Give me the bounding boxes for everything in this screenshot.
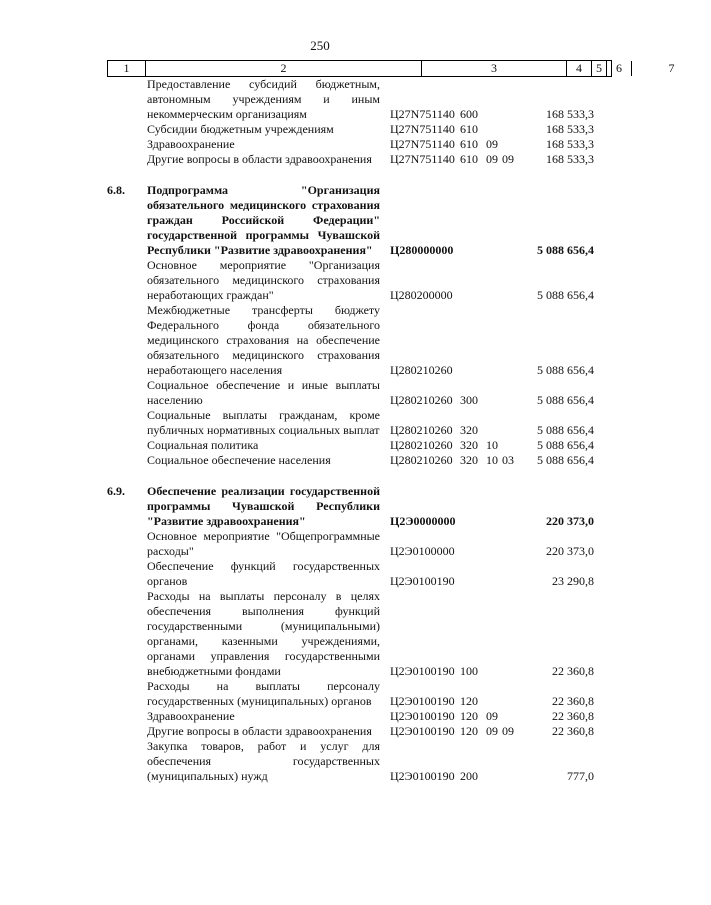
row-expense-type: 610: [460, 152, 478, 166]
table-row: [0, 137, 640, 152]
row-amount: 220 373,0: [546, 544, 594, 558]
row-section: 09: [486, 137, 498, 151]
table-row: [0, 152, 640, 167]
table-row: [0, 258, 640, 303]
row-amount: 22 360,8: [552, 694, 594, 708]
row-amount: 777,0: [567, 769, 594, 783]
row-name: Социальное обеспечение и иные выплаты населению: [147, 378, 380, 407]
row-amount: 5 088 656,4: [537, 243, 594, 257]
table-row: [0, 122, 640, 137]
row-amount: 168 533,3: [546, 137, 594, 151]
row-section: 09: [486, 724, 498, 738]
row-target-code: Ц280210260: [390, 423, 453, 437]
row-name: Расходы на выплаты персоналу в целях обеспечения выполнения функций государственными (муниципальными) органами, казенными учреждениями, органами управления государственными внебюджетными фондами: [147, 589, 380, 678]
row-amount: 23 290,8: [552, 574, 594, 588]
header-col-2: 2: [146, 61, 422, 76]
row-amount: 22 360,8: [552, 664, 594, 678]
row-expense-type: 120: [460, 724, 478, 738]
row-amount: 168 533,3: [546, 107, 594, 121]
row-amount: 22 360,8: [552, 709, 594, 723]
row-name: Закупка товаров, работ и услуг для обеспечения государственных (муниципальных) нужд: [147, 739, 380, 783]
header-col-3: 3: [422, 61, 567, 76]
row-target-code: Ц2Э0100190: [390, 574, 455, 588]
row-amount: 22 360,8: [552, 724, 594, 738]
page-number: 250: [310, 38, 330, 53]
row-target-code: Ц2Э0100190: [390, 769, 455, 783]
row-name: Субсидии бюджетным учреждениям: [147, 122, 334, 136]
table-row: [0, 739, 640, 784]
row-spacer: [0, 468, 640, 484]
table-row: [0, 724, 640, 739]
row-expense-type: 200: [460, 769, 478, 783]
row-section: 09: [486, 709, 498, 723]
table-row: [0, 453, 640, 468]
row-target-code: Ц280210260: [390, 363, 453, 377]
row-name: Здравоохранение: [147, 137, 235, 151]
row-expense-type: 100: [460, 664, 478, 678]
row-expense-type: 300: [460, 393, 478, 407]
row-amount: 220 373,0: [546, 514, 594, 528]
row-amount: 5 088 656,4: [537, 363, 594, 377]
row-name: Социальная политика: [147, 438, 259, 452]
table-row: [0, 408, 640, 438]
row-name: Социальные выплаты гражданам, кроме публичных нормативных социальных выплат: [147, 408, 380, 437]
table-row: [0, 484, 640, 529]
row-name: Здравоохранение: [147, 709, 235, 723]
header-col-1: 1: [108, 61, 146, 76]
row-spacer: [0, 167, 640, 183]
row-name: Основное мероприятие "Общепрограммные расходы": [147, 529, 380, 558]
table-row: [0, 77, 640, 122]
row-name: Социальное обеспечение населения: [147, 453, 331, 467]
row-target-code: Ц27N751140: [390, 152, 455, 166]
row-section: 09: [486, 152, 498, 166]
row-target-code: Ц280200000: [390, 288, 453, 302]
table-row: [0, 559, 640, 589]
row-name: Предоставление субсидий бюджетным, автономным учреждениям и иным некоммерческим организациям: [147, 77, 380, 121]
row-amount: 168 533,3: [546, 152, 594, 166]
table-row: [0, 709, 640, 724]
row-target-code: Ц27N751140: [390, 122, 455, 136]
table-row: [0, 589, 640, 679]
row-target-code: Ц2Э0100190: [390, 664, 455, 678]
header-col-7: 7: [668, 61, 675, 75]
table-row: [0, 679, 640, 709]
row-expense-type: 120: [460, 694, 478, 708]
row-amount: 5 088 656,4: [537, 438, 594, 452]
table-row: [0, 378, 640, 408]
row-expense-type: 320: [460, 438, 478, 452]
row-target-code: Ц2Э0100000: [390, 544, 455, 558]
row-target-code: Ц2Э0100190: [390, 694, 455, 708]
table-row: [0, 529, 640, 559]
row-amount: 5 088 656,4: [537, 423, 594, 437]
row-target-code: Ц27N751140: [390, 107, 455, 121]
row-target-code: Ц280210260: [390, 393, 453, 407]
row-expense-type: 600: [460, 107, 478, 121]
header-col-6: 6: [607, 61, 632, 76]
table-row: [0, 303, 640, 378]
row-section: 10: [486, 453, 498, 467]
row-target-code: Ц280210260: [390, 453, 453, 467]
row-name: Обеспечение функций государственных органов: [147, 559, 380, 588]
row-name: Другие вопросы в области здравоохранения: [147, 152, 372, 166]
row-target-code: Ц27N751140: [390, 137, 455, 151]
row-target-code: Ц2Э0000000: [390, 514, 456, 528]
row-expense-type: 610: [460, 137, 478, 151]
row-amount: 5 088 656,4: [537, 288, 594, 302]
table-header: [107, 60, 675, 77]
row-expense-type: 120: [460, 709, 478, 723]
table-row: [0, 183, 640, 258]
row-amount: 5 088 656,4: [537, 393, 594, 407]
row-name: Другие вопросы в области здравоохранения: [147, 724, 372, 738]
row-amount: 168 533,3: [546, 122, 594, 136]
table-row: [0, 438, 640, 453]
row-name: Расходы на выплаты персоналу государственных (муниципальных) органов: [147, 679, 380, 708]
row-number: 6.9.: [107, 484, 125, 498]
row-expense-type: 610: [460, 122, 478, 136]
row-target-code: Ц280210260: [390, 438, 453, 452]
row-name: Межбюджетные трансферты бюджету Федерального фонда обязательного медицинского страхования на обеспечение обязательного медицинского страхования неработающего населения: [147, 303, 380, 377]
row-expense-type: 320: [460, 423, 478, 437]
header-col-5: 5: [592, 61, 607, 76]
row-section: 10: [486, 438, 498, 452]
row-target-code: Ц2Э0100190: [390, 709, 455, 723]
row-amount: 5 088 656,4: [537, 453, 594, 467]
row-name: Обеспечение реализации государственной программы Чувашской Республики "Развитие здравоохранения": [147, 484, 380, 528]
row-expense-type: 320: [460, 453, 478, 467]
budget-table-body: [0, 77, 640, 784]
row-target-code: Ц280000000: [390, 243, 454, 257]
row-name: Подпрограмма "Организация обязательного медицинского страхования граждан Российской Федерации" государственной программы Чувашской Республики "Развитие здравоохранения": [147, 183, 380, 257]
row-name: Основное мероприятие "Организация обязательного медицинского страхования неработающих граждан": [147, 258, 380, 302]
row-subsection: 09: [502, 724, 514, 738]
header-col-4: 4: [567, 61, 592, 76]
row-target-code: Ц2Э0100190: [390, 724, 455, 738]
row-subsection: 03: [502, 453, 514, 467]
row-number: 6.8.: [107, 183, 125, 197]
row-subsection: 09: [502, 152, 514, 166]
